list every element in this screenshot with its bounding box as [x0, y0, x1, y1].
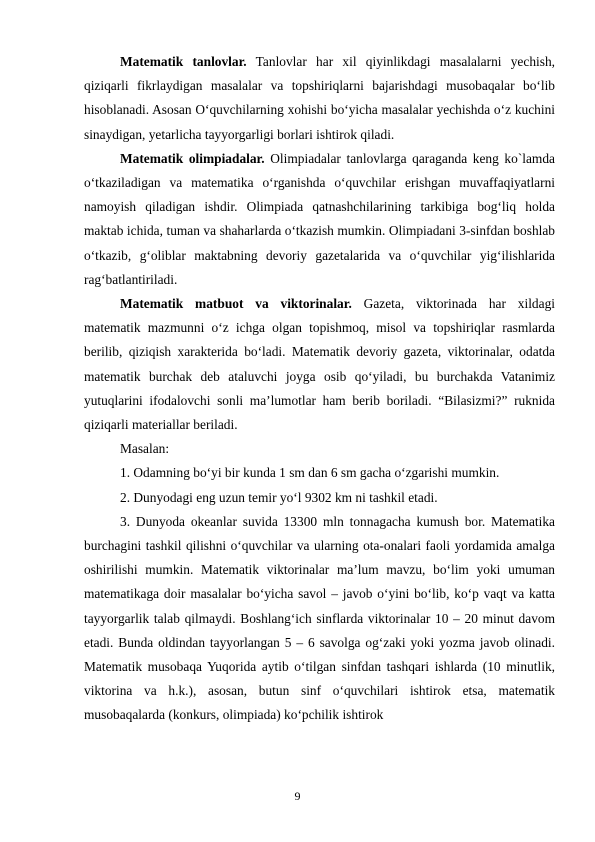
paragraph-competitions [84, 50, 555, 147]
page-number: 9 [294, 789, 301, 803]
paragraph-text: 1. Odamning bo‘yi bir kunda 1 sm dan 6 sm gacha o‘zgarishi mumkin. [120, 465, 500, 481]
page-body [84, 50, 555, 728]
paragraph-text: Olimpiadalar tanlovlarga qaraganda keng ko`lamda o‘tkaziladigan va matematika o‘rganishda o‘quvchilar erishgan muvaffaqiyatlarni namoyish qiladigan ishdir. Olimpiada qatnashchilarining tarkibiga bog‘liq holda maktab ichida, tuman va shaharlarda o‘tkazish mumkin. Olimpiadani 3-sinfdan boshlab o‘tkazib, g‘oliblar maktabning devoriy gazetalarida va o‘quvchilar yig‘ilishlarida rag‘batlantiriladi. [84, 150, 555, 287]
paragraph-text: 2. Dunyodagi eng uzun temir yo‘l 9302 km ni tashkil etadi. [120, 489, 438, 505]
paragraph-heading: Matematik olimpiadalar. [120, 150, 265, 166]
paragraph-text: Masalan: [120, 441, 170, 457]
paragraph-text: Tanlovlar har xil qiyinlikdagi masalalarni yechish, qiziqarli fikrlaydigan masalalar va topshiriqlarni bajarishdagi musobaqalar bo‘lib hisoblanadi. Asosan O‘quvchilarning xohishi bo‘yicha masalalar yechishda o‘z kuchini sinaydigan, yetarlicha tayyorgarligi borlari ishtirok qiladi. [84, 54, 555, 142]
paragraph-example-3 [84, 510, 555, 728]
paragraph-press-quizzes [84, 292, 555, 437]
paragraph-heading: Matematik tanlovlar. [120, 54, 247, 69]
paragraph-heading: Matematik matbuot va viktorinalar. [120, 296, 352, 312]
paragraph-examples-intro [84, 437, 555, 461]
paragraph-example-2 [84, 486, 555, 510]
paragraph-text: 3. Dunyoda okeanlar suvida 13300 mln tonnagacha kumush bor. Matematika burchagini tashkil qilishni o‘quvchilar va ularning ota-onalari faoli yordamida amalga oshirilishi mumkin. Matematik viktorinalar ma’lum mavzu, bo‘lim yoki umuman matematikaga doir masalalar bo‘yicha savol – javob o‘yini bo‘lib, ko‘p vaqt va katta tayyorgarlik talab qilmaydi. Boshlang‘ich sinflarda viktorinalar 10 – 20 minut davom etadi. Bunda oldindan tayyorlangan 5 – 6 savolga og‘zaki yoki yozma javob olinadi. Matematik musobaqa Yuqorida aytib o‘tilgan sinfdan tashqari ishlarda (10 minutlik, viktorina va h.k.), asosan, butun sinf o‘quvchilari ishtirok etsa, matematik musobaqalarda (konkurs, olimpiada) ko‘pchilik ishtirok [84, 513, 555, 723]
paragraph-olympiads [84, 147, 555, 292]
paragraph-text: Gazeta, viktorinada har xildagi matematik mazmunni o‘z ichga olgan topishmoq, misol va topshiriqlar rasmlarda berilib, qiziqish xarakterida bo‘ladi. Matematik devoriy gazeta, viktorinalar, odatda matematik burchak deb ataluvchi joyga osib qo‘yiladi, bu burchakda Vatanimiz yutuqlarini ifodalovchi sonli ma’lumotlar ham berib boriladi. “Bilasizmi?” ruknida qiziqarli materiallar beriladi. [84, 296, 555, 433]
paragraph-example-1 [84, 461, 555, 485]
